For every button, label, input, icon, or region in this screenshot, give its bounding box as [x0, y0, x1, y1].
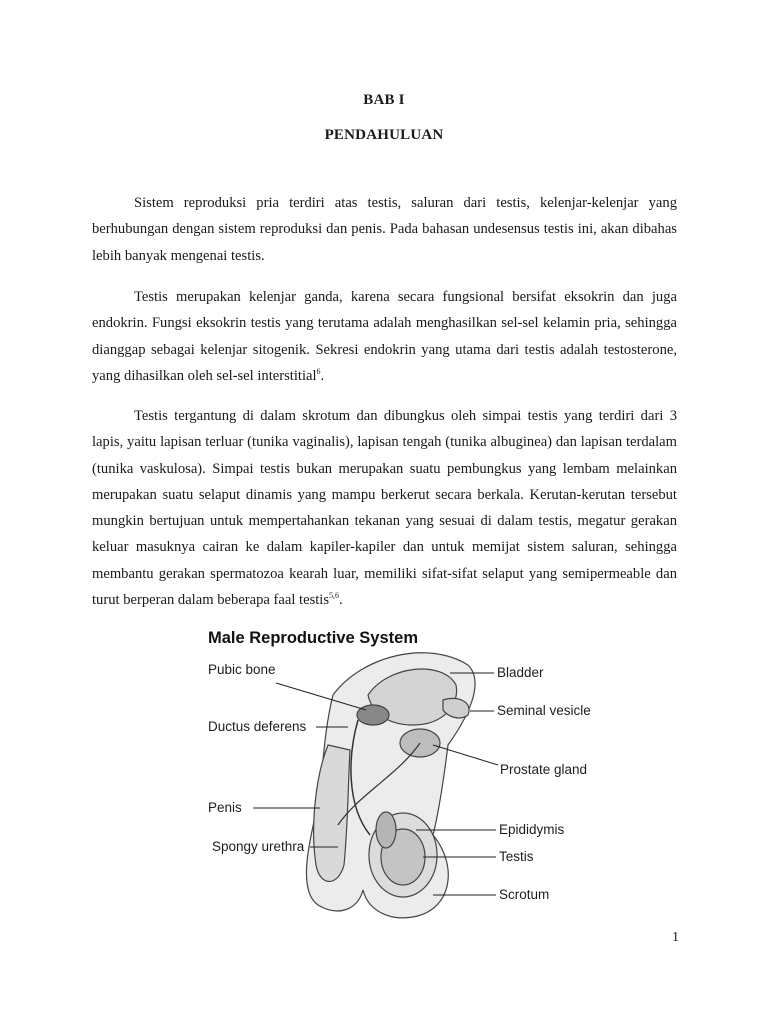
- label-ductus-deferens: Ductus deferens: [208, 719, 307, 734]
- reference-superscript: 5,6: [329, 591, 340, 601]
- figure-title: Male Reproductive System: [208, 629, 418, 647]
- label-scrotum: Scrotum: [499, 887, 550, 902]
- label-bladder: Bladder: [497, 665, 544, 680]
- label-penis: Penis: [208, 800, 242, 815]
- label-seminal-vesicle: Seminal vesicle: [497, 703, 591, 718]
- paragraph: [92, 403, 677, 613]
- chapter-title: PENDAHULUAN: [324, 127, 444, 143]
- label-testis: Testis: [499, 849, 534, 864]
- paragraph: [92, 190, 677, 269]
- page-number: 1: [672, 930, 679, 945]
- label-prostate-gland: Prostate gland: [500, 762, 588, 777]
- label-spongy-urethra: Spongy urethra: [212, 839, 305, 854]
- anatomy-figure: [198, 625, 608, 925]
- chapter-number: BAB I: [363, 92, 405, 108]
- paragraph-text: Testis merupakan kelenjar ganda, karena secara fungsional bersifat eksokrin dan juga endokrin. Fungsi eksokrin testis yang terutama adalah menghasilkan sel-sel kelamin pria, sehingga dianggap sebagai kelenjar sitogenik. Sekresi endokrin yang utama dari testis adalah testosterone, yang dihasilkan oleh sel-sel interstitial: [92, 289, 677, 384]
- paragraph-end: .: [339, 592, 343, 609]
- paragraph-text: Sistem reproduksi pria terdiri atas testis, saluran dari testis, kelenjar-kelenjar yang berhubungan dengan sistem reproduksi dan penis. Pada bahasan undesensus testis ini, akan dibahas lebih banyak mengenai testis.: [92, 195, 677, 264]
- paragraph-text: Testis tergantung di dalam skrotum dan dibungkus oleh simpai testis yang terdiri dari 3 lapis, yaitu lapisan terluar (tunika vaginalis), lapisan tengah (tunika albuginea) dan lapisan terdalam (tunika vaskulosa). Simpai testis bukan merupakan suatu pembungkus yang lembam melainkan merupakan suatu selaput dinamis yang mampu berkerut secara berkala. Kerutan-kerutan tersebut mungkin bertujuan untuk mempertahankan tekanan yang sesuai di dalam testis, megatur gerakan keluar masuknya cairan ke dalam kapiler-kapiler dan untuk memijat sistem saluran, sehingga membantu gerakan spermatozoa kearah luar, memiliki sifat-sifat selaput yang semipermeable dan turut berperan dalam beberapa faal testis: [92, 408, 677, 609]
- reference-superscript: 6: [316, 367, 321, 377]
- paragraph-end: .: [320, 367, 325, 384]
- label-pubic-bone: Pubic bone: [208, 662, 276, 677]
- paragraph: [92, 284, 677, 389]
- label-epididymis: Epididymis: [499, 822, 565, 837]
